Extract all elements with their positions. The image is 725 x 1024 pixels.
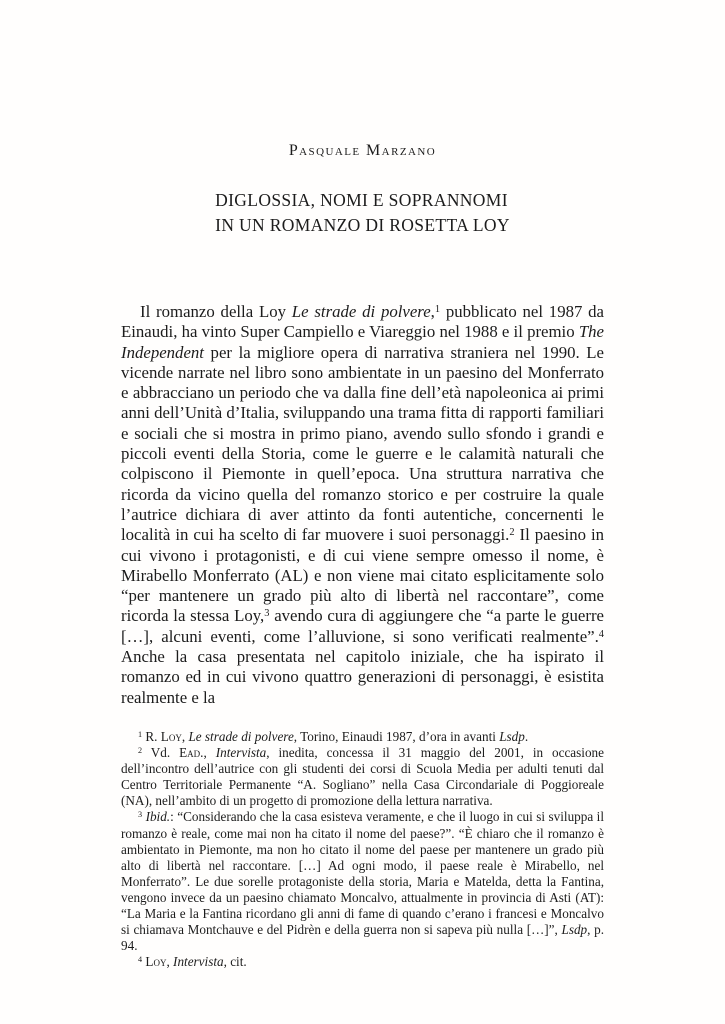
footnotes-section (121, 729, 604, 970)
footnote-3: $^3$ Ibid.: “Considerando che la casa esisteva veramente, e che il luogo in cui si sviluppa il romanzo è reale, come mai non ha citato il nome del paese?”. “È chiaro che il romanzo è ambientato in Piemonte, ma non ho citato il nome del paese per mantenere un grado più alto di libertà nel raccontare. […] Ad ogni modo, il paese reale è Mirabello, nel Monferrato”. Le due sorelle protagoniste della storia, Maria e Matelda, detta la Fantina, vengono invece da un paesino chiamato Moncalvo, attualmente in provincia di Asti (AT): “La Maria e la Fantina ricordano gli anni di fame di quando c’erano i francesi e Moncalvo si chiamava Montchauve e del Pidrèn e della guerra non si sapeva più nulla […]”, Lsdp, p. 94. (121, 809, 605, 954)
footnote-2: $^2$ Vd. Ead., Intervista, inedita, concessa il 31 maggio del 2001, in occasione dell’incontro dell’autrice con gli studenti dei corsi di Scuola Media per adulti tenuti dal Centro Territoriale Permanente “A. Sogliano” nella Casa Circondariale di Poggioreale (NA), nell’ambito di un progetto di promozione della lettura narrativa. (121, 745, 604, 809)
footnote-1: $^1$ R. Loy, Le strade di polvere, Torino, Einaudi 1987, d’ora in avanti Lsdp. (138, 728, 529, 744)
author-name: Pasquale Marzano (288, 142, 437, 159)
title-line-2: IN UN ROMANZO DI ROSETTA LOY (215, 215, 510, 235)
article-title-block (215, 188, 510, 238)
footnote-4: $^4$ Loy, Intervista, cit. (138, 954, 247, 970)
body-paragraph: Il romanzo della Loy Le strade di polvere,$^1$ pubblicato nel 1987 da Einaudi, ha vinto Super Campiello e Viareggio nel 1988 e il premio The Independent per la migliore opera di narrativa straniera nel 1990. Le vicende narrate nel libro sono ambientate in un paesino del Monferrato e abbracciano un periodo che va dalla fine dell’età napoleonica ai primi anni dell’Unità d’Italia, sviluppando una trama fitta di rapporti familiari e sociali che si mostra in primo piano, avendo sullo sfondo i grandi e piccoli eventi della Storia, come le guerre e le calamità naturali che colpiscono il Piemonte in quell’epoca. Una struttura narrativa che ricorda da vicino quella del romanzo storico e per costruire la quale l’autrice dichiara di aver attinto da fonti autentiche, concernenti le località in cui ha scelto di far muovere i suoi personaggi.$^2$ Il paesino in cui vivono i protagonisti, e di cui viene sempre omesso il nome, è Mirabello Monferrato (AL) e non viene mai citato esplicitamente solo “per mantenere un grado più alto di libertà nel raccontare”, come ricorda la stessa Loy,$^3$ avendo cura di aggiungere che “a parte le guerre […], alcuni eventi, come l’alluvione, si sono verificati realmente”.$^4$ Anche la casa presentata nel capitolo iniziale, che ha ispirato il romanzo ed in cui vivono quattro generazioni di personaggi, è esistita realmente e la (121, 302, 604, 707)
title-line-1: DIGLOSSIA, NOMI E SOPRANNOMI (215, 190, 508, 210)
article-title (121, 188, 604, 238)
